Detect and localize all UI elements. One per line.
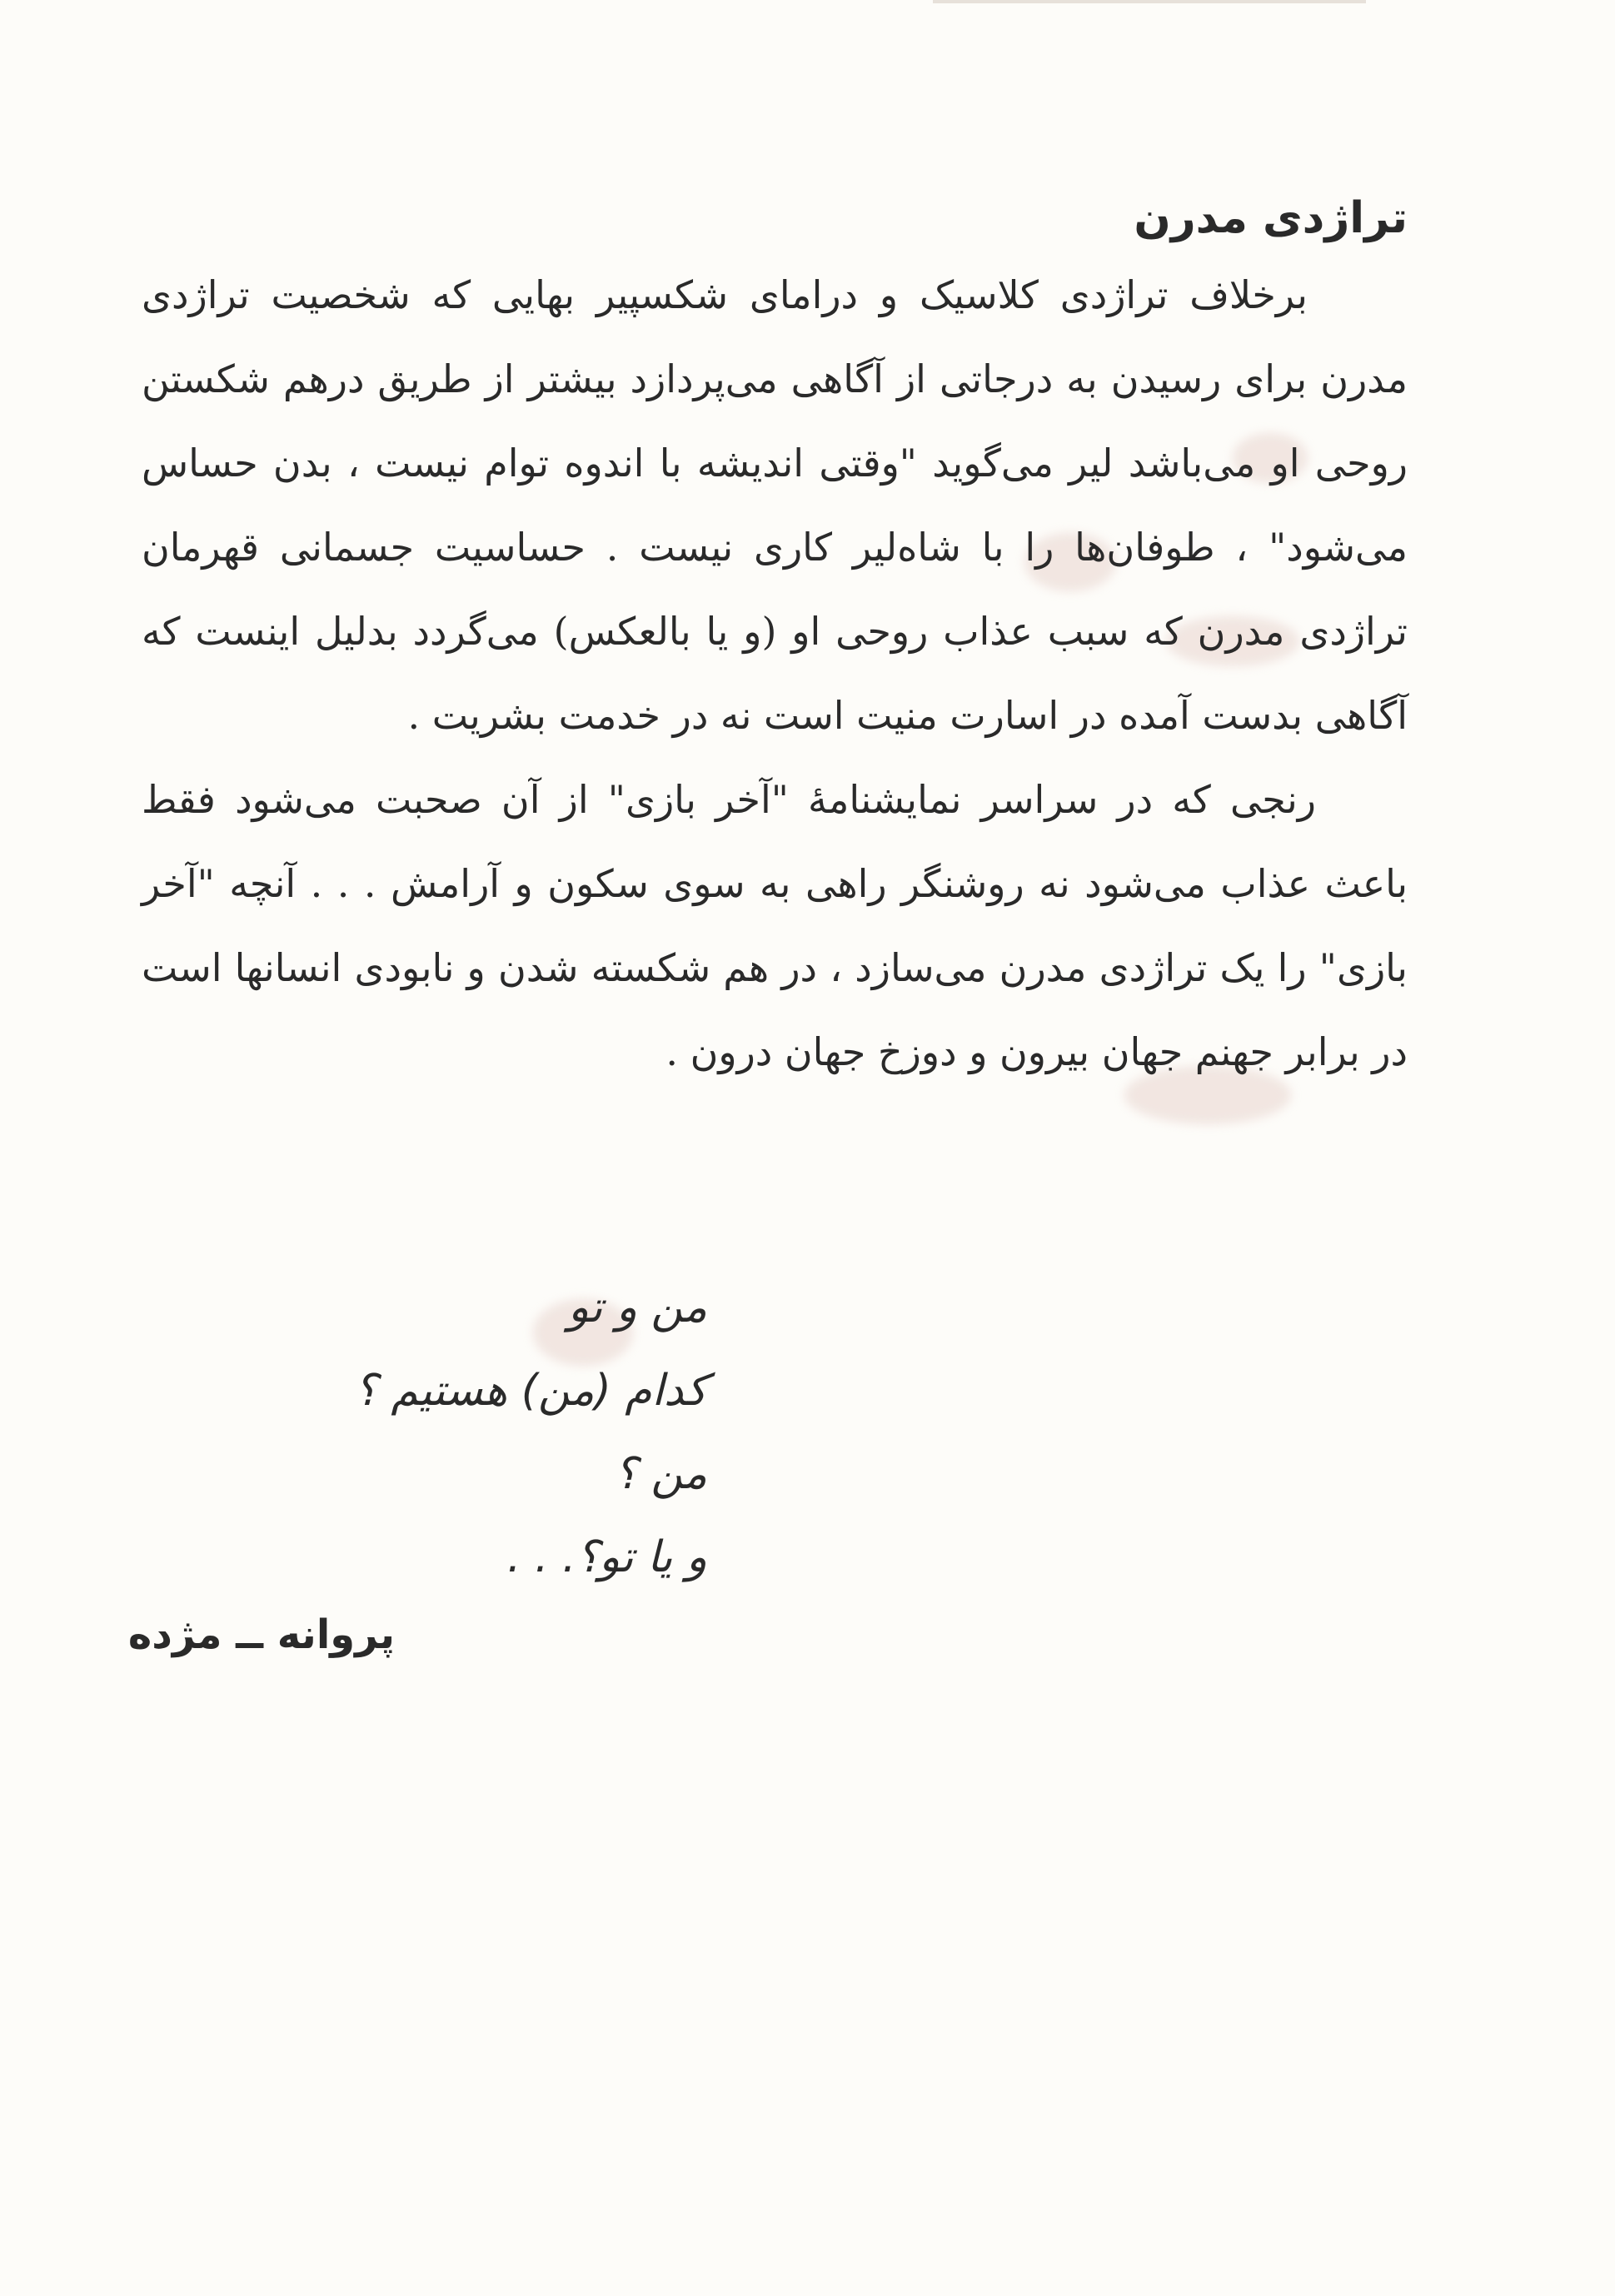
poem (354, 1266, 707, 1599)
document-title: تراژدی مدرن (1134, 193, 1408, 243)
page-edge-mark (933, 0, 1366, 3)
paragraph: رنجی که در سراسر نمایشنامهٔ "آخر بازی" از آن صحبت می‌شود فقط باعث عذاب می‌شود نه روشنگر راهی به سوی سکون و آرامش . . . آنچه "آخر بازی" را یک تراژدی مدرن می‌سازد ، در هم شکسته شدن و نابودی انسانها است در برابر جهنم جهان بیرون و دوزخ جهان درون . (142, 777, 1408, 1074)
paragraph: برخلاف تراژدی کلاسیک و درامای شکسپیر بهایی که شخصیت تراژدی مدرن برای رسیدن به درجاتی از آگاهی می‌پردازد بیشتر از طریق درهم شکستن روحی او می‌باشد لیر می‌گوید "وقتی اندیشه با اندوه توام نیست ، بدن حساس می‌شود" ، طوفان‌ها را با شاه‌لیر کاری نیست . حساسیت جسمانی قهرمان تراژدی مدرن که سبب عذاب روحی او (و یا بالعکس) می‌گردد بدلیل اینست که آگاهی بدست آمده در اسارت منیت است نه در خدمت بشریت . (142, 272, 1408, 738)
document-body (142, 183, 1408, 1094)
poem-line: من و تو (568, 1282, 707, 1332)
signature: پروانه ــ مژده (127, 1611, 395, 1658)
poem-line: و یا تو؟. . . (506, 1532, 707, 1582)
poem-line: من ؟ (614, 1449, 707, 1499)
poem-line: کدام (من) هستیم ؟ (354, 1366, 707, 1416)
